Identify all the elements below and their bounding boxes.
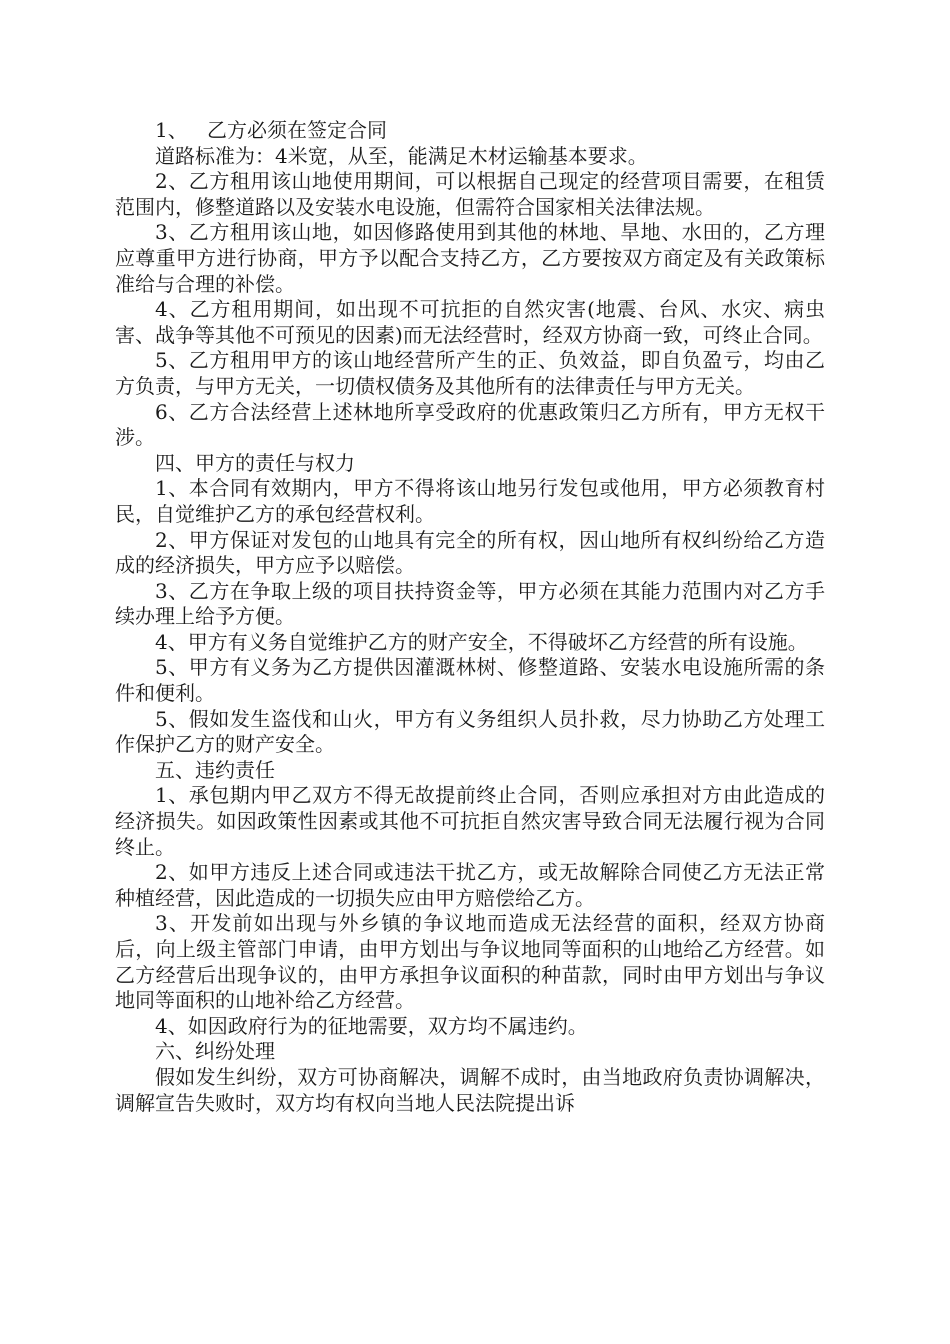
paragraph: 2、甲方保证对发包的山地具有完全的所有权，因山地所有权纠纷给乙方造成的经济损失，甲方应予以赔偿。 (115, 527, 825, 578)
paragraph: 5、乙方租用甲方的该山地经营所产生的正、负效益，即自负盈亏，均由乙方负责，与甲方无关，一切债权债务及其他所有的法律责任与甲方无关。 (115, 348, 825, 398)
paragraph: 5、甲方有义务为乙方提供因灌溉林树、修整道路、安装水电设施所需的条件和便利。 (115, 655, 825, 706)
paragraph: 4、乙方租用期间，如出现不可抗拒的自然灾害(地震、台风、水灾、病虫害、战争等其他不可预见的因素)而无法经营时，经双方协商一致，可终止合同。 (115, 297, 825, 347)
paragraph: 2、如甲方违反上述合同或违法干扰乙方，或无故解除合同使乙方无法正常种植经营，因此造成的一切损失应由甲方赔偿给乙方。 (115, 860, 825, 910)
paragraph: 2、乙方租用该山地使用期间，可以根据自己现定的经营项目需要，在租赁范围内，修整道路以及安装水电设施，但需符合国家相关法律法规。 (115, 169, 825, 219)
paragraph: 1、承包期内甲乙双方不得无故提前终止合同，否则应承担对方由此造成的经济损失。如因政策性因素或其他不可抗拒自然灾害导致合同无法履行视为合同终止。 (115, 783, 825, 859)
section-heading: 五、违约责任 (155, 757, 275, 782)
paragraph: 4、如因政府行为的征地需要，双方均不属违约。 (155, 1013, 588, 1038)
paragraph: 3、乙方在争取上级的项目扶持资金等，甲方必须在其能力范围内对乙方手续办理上给予方便。 (115, 578, 825, 629)
paragraph: 6、乙方合法经营上述林地所享受政府的优惠政策归乙方所有，甲方无权干涉。 (115, 399, 825, 450)
paragraph: 3、开发前如出现与外乡镇的争议地而造成无法经营的面积，经双方协商后，向上级主管部门申请，由甲方划出与争议地同等面积的山地给乙方经营。如乙方经营后出现争议的，由甲方承担争议面积的种苗款，同时由甲方划出与争议地同等面积的山地补给乙方经营。 (115, 911, 825, 1013)
paragraph: 5、假如发生盗伐和山火，甲方有义务组织人员扑救，尽力协助乙方处理工作保护乙方的财产安全。 (115, 706, 825, 757)
paragraph: 假如发生纠纷，双方可协商解决，调解不成时，由当地政府负责协调解决，调解宣告失败时，双方均有权向当地人民法院提出诉 (115, 1064, 825, 1115)
first-item-number: 1、 (155, 118, 188, 142)
section-heading: 四、甲方的责任与权力 (155, 450, 355, 475)
first-item-text: 乙方必须在签定合同 (207, 118, 387, 142)
paragraph: 4、甲方有义务自觉维护乙方的财产安全，不得破坏乙方经营的所有设施。 (155, 629, 808, 654)
paragraph: 道路标准为：4米宽，从至，能满足木材运输基本要求。 (155, 143, 648, 168)
paragraph: 3、乙方租用该山地，如因修路使用到其他的林地、旱地、水田的，乙方理应尊重甲方进行协商，甲方予以配合支持乙方，乙方要按双方商定及有关政策标准给与合理的补偿。 (115, 220, 825, 296)
first-item (115, 118, 825, 144)
section-heading: 六、纠纷处理 (155, 1039, 275, 1064)
document-page (115, 118, 825, 1116)
paragraph: 1、本合同有效期内，甲方不得将该山地另行发包或他用，甲方必须教育村民，自觉维护乙方的承包经营权利。 (115, 476, 825, 526)
